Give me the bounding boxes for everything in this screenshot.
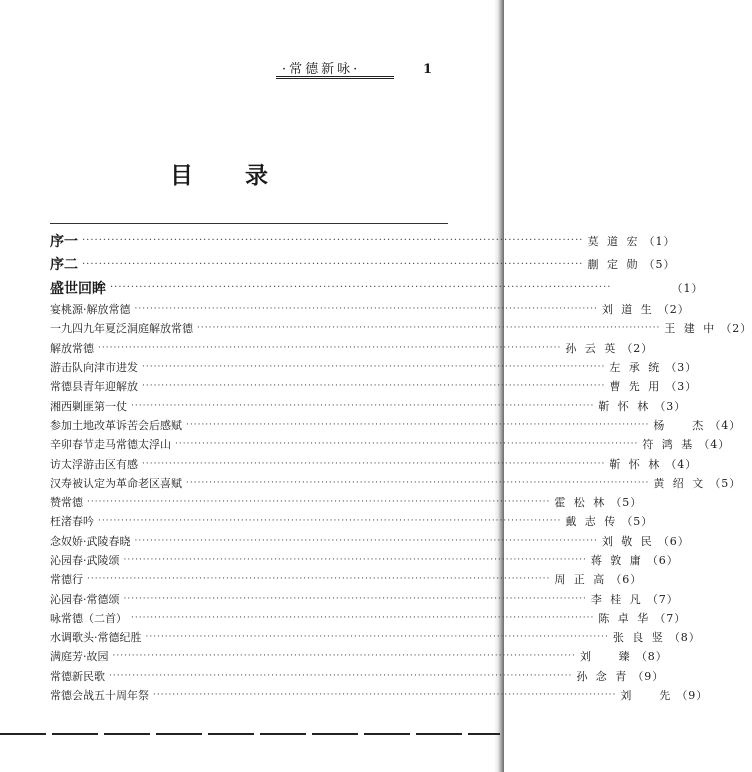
dot-leader: ························································································································ xyxy=(82,235,584,247)
toc-entry-page: （9） xyxy=(676,689,709,703)
toc-entry-page: （3） xyxy=(654,399,687,413)
toc-entry-author: 孙念青 xyxy=(576,669,627,683)
dot-leader: ························································································································ xyxy=(142,381,606,392)
toc-entry-page: （5） xyxy=(610,496,643,510)
toc-entry-page: （5） xyxy=(621,515,654,529)
toc-entry xyxy=(50,473,742,492)
toc-entry-title: 常德会战五十周年祭 xyxy=(50,689,149,703)
toc-entry xyxy=(50,253,676,277)
toc-entry-title: 湘西剿匪第一仗 xyxy=(50,399,127,413)
toc-entry-author: 张良竖 xyxy=(612,631,663,645)
toc-entry-title: 访太浮游击区有感 xyxy=(50,457,138,471)
toc-entry-page: （4） xyxy=(665,457,698,471)
dot-leader: ························································································································ xyxy=(134,304,598,315)
dot-leader: ························································································································ xyxy=(142,458,606,469)
dot-leader: ························································································································ xyxy=(131,612,595,623)
toc-entry-title: 序一 xyxy=(50,233,78,250)
toc-entry-author: 靳怀林 xyxy=(609,457,660,471)
dot-leader: ························································································································ xyxy=(142,362,606,373)
toc-entry xyxy=(50,396,687,415)
toc-entry xyxy=(50,229,676,253)
toc-entry xyxy=(50,300,690,319)
toc-entry xyxy=(50,276,704,300)
toc-entry-page: （2） xyxy=(621,341,654,355)
toc-entry-title: 游击队向津市进发 xyxy=(50,361,138,375)
toc-entry-page: （2） xyxy=(657,303,690,317)
toc-entry-page: （3） xyxy=(665,380,698,394)
toc-entry-page: （2） xyxy=(720,322,752,336)
dot-leader: ························································································································ xyxy=(153,690,617,701)
toc-entry xyxy=(50,357,698,376)
toc-entry-title: 辛卯春节走马常德太浮山 xyxy=(50,438,171,452)
dot-leader: ························································································································ xyxy=(87,497,551,508)
toc-entry-author: 莫道宏 xyxy=(587,234,638,248)
toc-entry-page: （3） xyxy=(665,361,698,375)
toc-title: 目录 xyxy=(170,162,320,189)
dot-leader: ························································································································ xyxy=(186,477,650,488)
toc-entry-title: 宴桃源·解放常德 xyxy=(50,303,131,317)
toc-entry-title: 常德新民歌 xyxy=(50,669,105,683)
dot-leader: ························································································································ xyxy=(98,516,562,527)
toc-entry xyxy=(50,454,698,473)
toc-entry xyxy=(50,338,654,357)
toc-entry xyxy=(50,377,698,396)
dot-leader: ························································································································ xyxy=(112,651,576,662)
toc-entry-page: （5） xyxy=(709,476,742,490)
toc-entry-author: 蒯定勋 xyxy=(587,258,638,272)
toc-entry-title: 水调歌头·常德纪胜 xyxy=(50,631,142,645)
toc-entry xyxy=(50,608,687,627)
toc-entry xyxy=(50,531,690,550)
toc-entry-title: 沁园春·武陵颂 xyxy=(50,554,120,567)
toc-entry-page: （7） xyxy=(646,592,679,606)
toc-entry-author: 周正高 xyxy=(554,573,605,587)
toc-entry xyxy=(50,415,742,434)
toc-entry-page: （8） xyxy=(635,650,668,664)
toc-entry-author: 黄绍文 xyxy=(653,476,704,490)
dot-leader: ························································································································ xyxy=(82,258,584,270)
dot-leader: ························································································································ xyxy=(123,555,587,565)
toc-entry-page: （6） xyxy=(646,554,679,567)
running-header xyxy=(282,58,432,77)
toc-entry xyxy=(50,628,701,647)
dot-leader: ························································································································ xyxy=(186,419,650,430)
toc-entry-page: （4） xyxy=(709,418,742,432)
toc-entry-title: 沁园春·常德颂 xyxy=(50,592,120,606)
toc-entry-page: （6） xyxy=(657,534,690,548)
toc-entry-author: 蒋敦庸 xyxy=(590,554,641,567)
toc-entry-title: 序二 xyxy=(50,257,78,274)
dot-leader: ························································································································ xyxy=(123,593,587,604)
toc-entry-title: 参加土地改革诉苦会后感赋 xyxy=(50,418,182,432)
toc-entry xyxy=(50,492,643,511)
toc-entry-author: 李桂凡 xyxy=(590,592,641,606)
toc-entry-page: （1） xyxy=(671,281,704,295)
toc-entry-page: （5） xyxy=(643,258,676,272)
dot-leader: ························································································································ xyxy=(131,400,595,411)
toc-entry-title: 赞常德 xyxy=(50,496,83,510)
toc-entry-page: （1） xyxy=(643,234,676,248)
toc-entry-title: 常德行 xyxy=(50,573,83,587)
toc-entry-author: 符鸿基 xyxy=(642,438,693,452)
dot-leader: ························································································································ xyxy=(110,282,612,294)
dot-leader: ························································································································ xyxy=(145,632,609,643)
toc-entry-author: 曹先用 xyxy=(609,380,660,394)
toc-entry xyxy=(50,647,668,666)
toc-entry xyxy=(50,550,679,569)
toc-entry-author: 刘 臻 xyxy=(579,650,630,664)
toc-entry-page: （4） xyxy=(698,438,731,452)
toc-entry xyxy=(50,666,665,685)
header-double-rule xyxy=(276,76,394,79)
toc-list xyxy=(50,229,752,705)
running-title: ·常德新咏· xyxy=(282,62,361,77)
toc-entry-author: 靳怀林 xyxy=(598,399,649,413)
toc-entry-page: （9） xyxy=(632,669,665,683)
toc-entry xyxy=(50,685,709,704)
toc-entry-title: 解放常德 xyxy=(50,341,94,355)
toc-entry-author: 陈卓华 xyxy=(598,611,649,625)
toc-entry-title: 一九四九年夏泛洞庭解放常德 xyxy=(50,322,193,336)
toc-entry-title: 常德县青年迎解放 xyxy=(50,380,138,394)
dot-leader: ························································································································ xyxy=(197,323,661,334)
toc-entry xyxy=(50,435,731,454)
dot-leader: ························································································································ xyxy=(134,535,598,546)
dot-leader: ························································································································ xyxy=(175,439,639,450)
page-number: 1 xyxy=(422,62,432,77)
toc-entry-title: 盛世回眸 xyxy=(50,280,106,297)
toc-entry-title: 汉寿被认定为革命老区喜赋 xyxy=(50,476,182,490)
toc-entry-title: 咏常德（二首） xyxy=(50,611,127,625)
toc-entry xyxy=(50,570,643,589)
toc-entry-title: 满庭芳·故园 xyxy=(50,650,109,664)
toc-entry-title: 念奴娇·武陵春晓 xyxy=(50,534,131,548)
dot-leader: ························································································································ xyxy=(98,342,562,353)
toc-entry-author: 刘道生 xyxy=(601,303,652,317)
toc-entry-page: （7） xyxy=(654,611,687,625)
toc-entry-title: 枉渚春吟 xyxy=(50,515,94,529)
dot-leader: ························································································································ xyxy=(109,670,573,681)
bottom-rule xyxy=(0,733,500,735)
toc-entry xyxy=(50,589,679,608)
toc-entry-author: 杨 杰 xyxy=(653,418,704,432)
toc-entry xyxy=(50,512,654,531)
toc-entry-author: 刘敬民 xyxy=(601,534,652,548)
toc-entry-author: 刘 先 xyxy=(620,689,671,703)
toc-entry-author: 霍松林 xyxy=(554,496,605,510)
toc-entry-author: 戴志传 xyxy=(565,515,616,529)
toc-entry-author: 孙云英 xyxy=(565,341,616,355)
toc-top-rule xyxy=(50,223,448,224)
toc-entry xyxy=(50,319,752,338)
toc-entry-page: （6） xyxy=(610,573,643,587)
dot-leader: ························································································································ xyxy=(87,574,551,585)
toc-entry-author: 王建中 xyxy=(664,322,715,336)
toc-entry-author: 左承统 xyxy=(609,361,660,375)
toc-entry-page: （8） xyxy=(668,631,701,645)
